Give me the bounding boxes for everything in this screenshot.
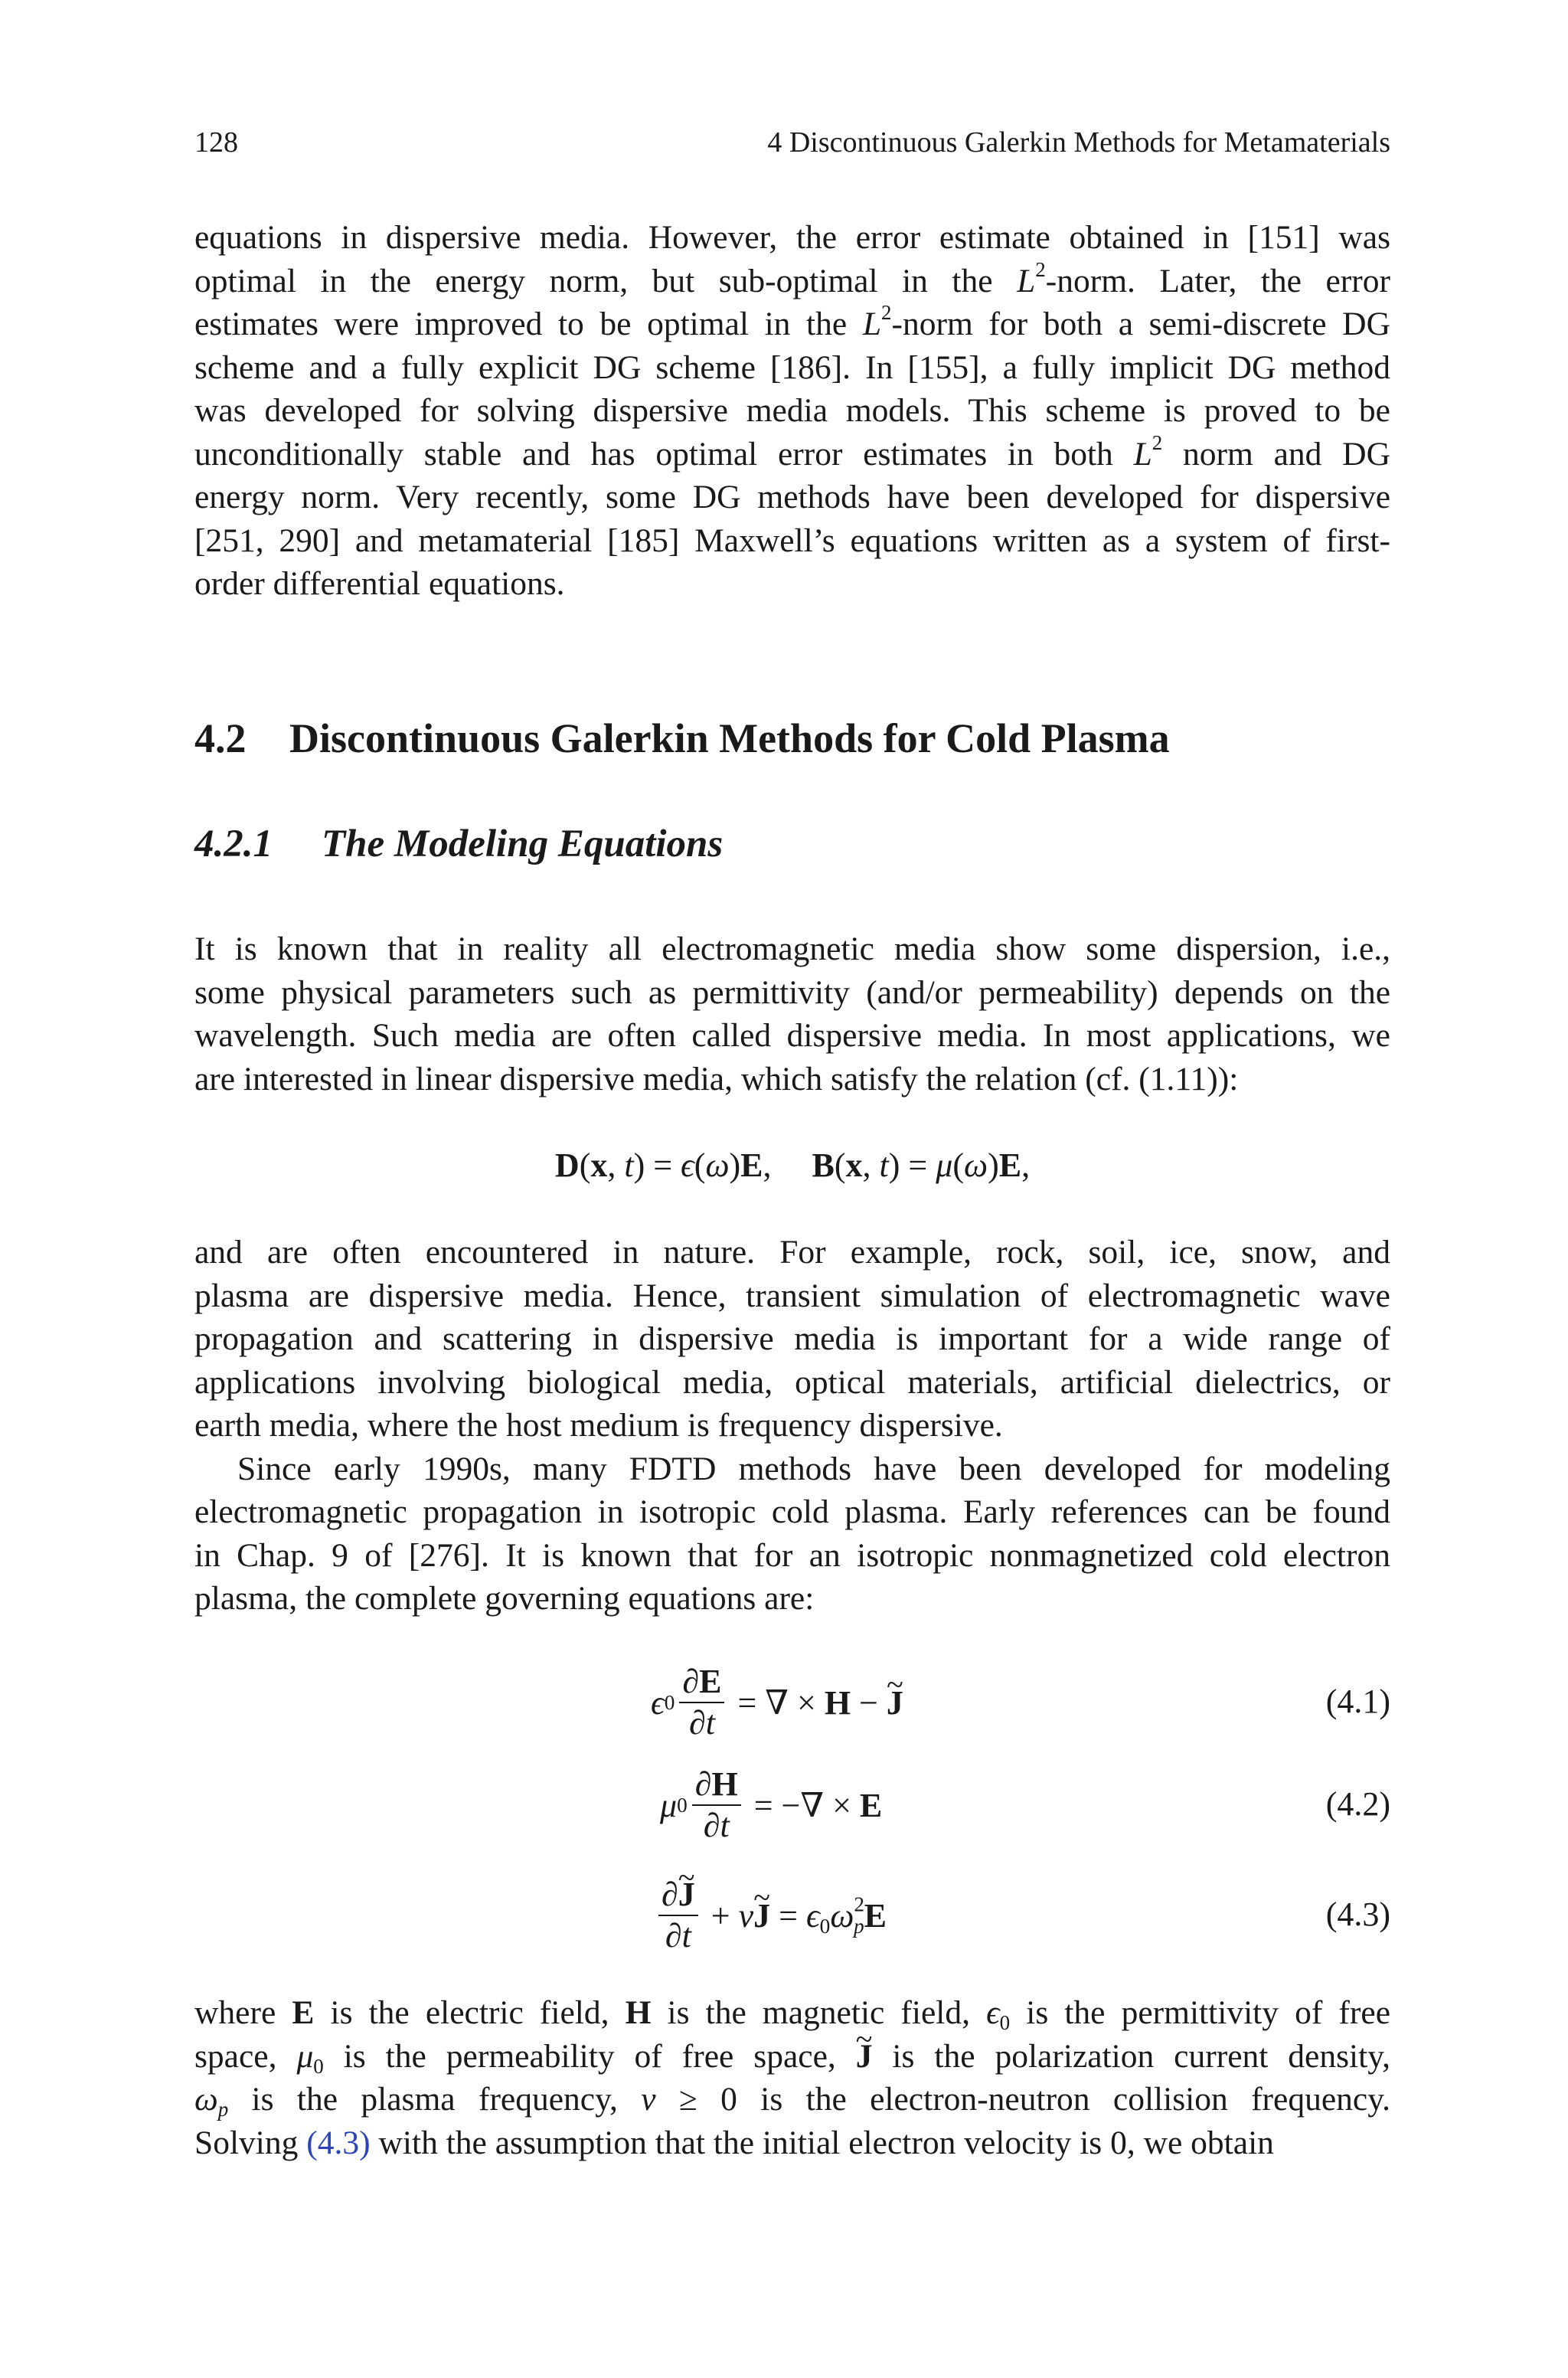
text-line: propagation and scattering in dispersive media is important for a wide range of xyxy=(194,1320,1390,1357)
equation-4-1: ϵ 0 $\frac{\partial E}{\partial t}$ = ∇ × H − ~ J (4.1) xyxy=(194,1660,1390,1745)
text-line: was developed for solving dispersive media models. This scheme is proved to be xyxy=(194,392,1390,429)
text-line: Solving (4.3) with the assumption that the initial electron velocity is 0, we obtain xyxy=(194,2124,1274,2161)
paragraph-intro xyxy=(194,216,1390,606)
equation-number: (4.3) xyxy=(1325,1896,1390,1933)
text-line: energy norm. Very recently, some DG methods have been developed for dispersive xyxy=(194,479,1390,515)
text-line: plasma, the complete governing equations are: xyxy=(194,1580,815,1617)
text-line: are interested in linear dispersive media, which satisfy the relation (cf. (1.11)): xyxy=(194,1060,1239,1097)
text-line: scheme and a fully explicit DG scheme [186]. In [155], a fully implicit DG method xyxy=(194,348,1390,386)
text-line: in Chap. 9 of [276]. It is known that for an isotropic nonmagnetized cold electron xyxy=(194,1536,1390,1574)
equation-4-3: $\frac{\partial\sim J}{\partial t}$ + ν~ $J = \epsilon_0\omega^2_pE$ (4.3) xyxy=(194,1873,1390,1958)
text-line: wavelength. Such media are often called dispersive media. In most applications, we xyxy=(194,1017,1390,1054)
equation-reference-link[interactable]: (4.3) xyxy=(306,2124,371,2161)
equation-number: (4.1) xyxy=(1325,1683,1390,1720)
text-line: where E is the electric field, H is the magnetic field, $\epsilon_0$ is the permittivity of free xyxy=(194,1994,1391,2035)
subsection-number: 4.2.1 xyxy=(194,823,273,865)
text-line: applications involving biological media, optical materials, artificial dielectrics, or xyxy=(194,1363,1390,1401)
text-line: unconditionally stable and has optimal error estimates in both $L^2$ norm and DG xyxy=(194,430,1390,473)
text-line: It is known that in reality all electromagnetic media show some dispersion, i.e., xyxy=(194,931,1390,967)
equation-4-2: μ 0 $\frac{\partial H}{\partial t}$ = −∇ × E (4.2) xyxy=(660,1765,1390,1844)
text-line: plasma are dispersive media. Hence, transient simulation of electromagnetic wave xyxy=(194,1277,1390,1314)
page-number: 128 xyxy=(194,126,238,159)
section-title: Discontinuous Galerkin Methods for Cold Plasma xyxy=(289,715,1170,761)
text-line: Since early 1990s, many FDTD methods have been developed for modeling xyxy=(237,1450,1390,1487)
text-line: optimal in the energy norm, but sub-optimal in the $L^2$-norm. Later, the error xyxy=(194,257,1390,299)
text-line: some physical parameters such as permittivity (and/or permeability) depends on the xyxy=(194,973,1390,1011)
paragraph-examples xyxy=(194,1231,1390,1621)
paragraph-definitions xyxy=(194,1991,1390,2164)
subsection-heading xyxy=(194,822,723,866)
text-line: [251, 290] and metamaterial [185] Maxwell’s equations written as a system of first- xyxy=(194,522,1390,559)
constitutive-relation-equation: D(x, t) = ϵ(ω)E, B(x, t) = μ(ω)E, xyxy=(554,1146,1031,1184)
text-line: equations in dispersive media. However, the error estimate obtained in [151] was xyxy=(194,219,1390,256)
paragraph-dispersion xyxy=(194,927,1390,1101)
text-line: order differential equations. xyxy=(194,565,565,602)
text-line: and are often encountered in nature. For example, rock, soil, ice, snow, and xyxy=(194,1234,1390,1271)
text-line: electromagnetic propagation in isotropic cold plasma. Early references can be found xyxy=(194,1493,1390,1530)
text-line: estimates were improved to be optimal in the $L^2$-norm for both a semi-discrete DG xyxy=(194,300,1391,342)
text-line: earth media, where the host medium is frequency dispersive. xyxy=(194,1407,1003,1444)
equation-number: (4.2) xyxy=(1325,1785,1390,1823)
running-title: 4 Discontinuous Galerkin Methods for Metamaterials xyxy=(767,126,1390,159)
running-head xyxy=(194,126,1390,164)
section-number: 4.2 xyxy=(194,715,247,761)
text-line: space, $\mu_0$ is the permeability of free space, ~ J is the polarization current density, xyxy=(194,2035,1390,2079)
subsection-title: The Modeling Equations xyxy=(322,823,724,865)
text-line: $\omega_p$ is the plasma frequency, ν ≥ 0 is the electron-neutron collision frequency. xyxy=(194,2081,1391,2121)
section-heading xyxy=(194,715,1170,762)
